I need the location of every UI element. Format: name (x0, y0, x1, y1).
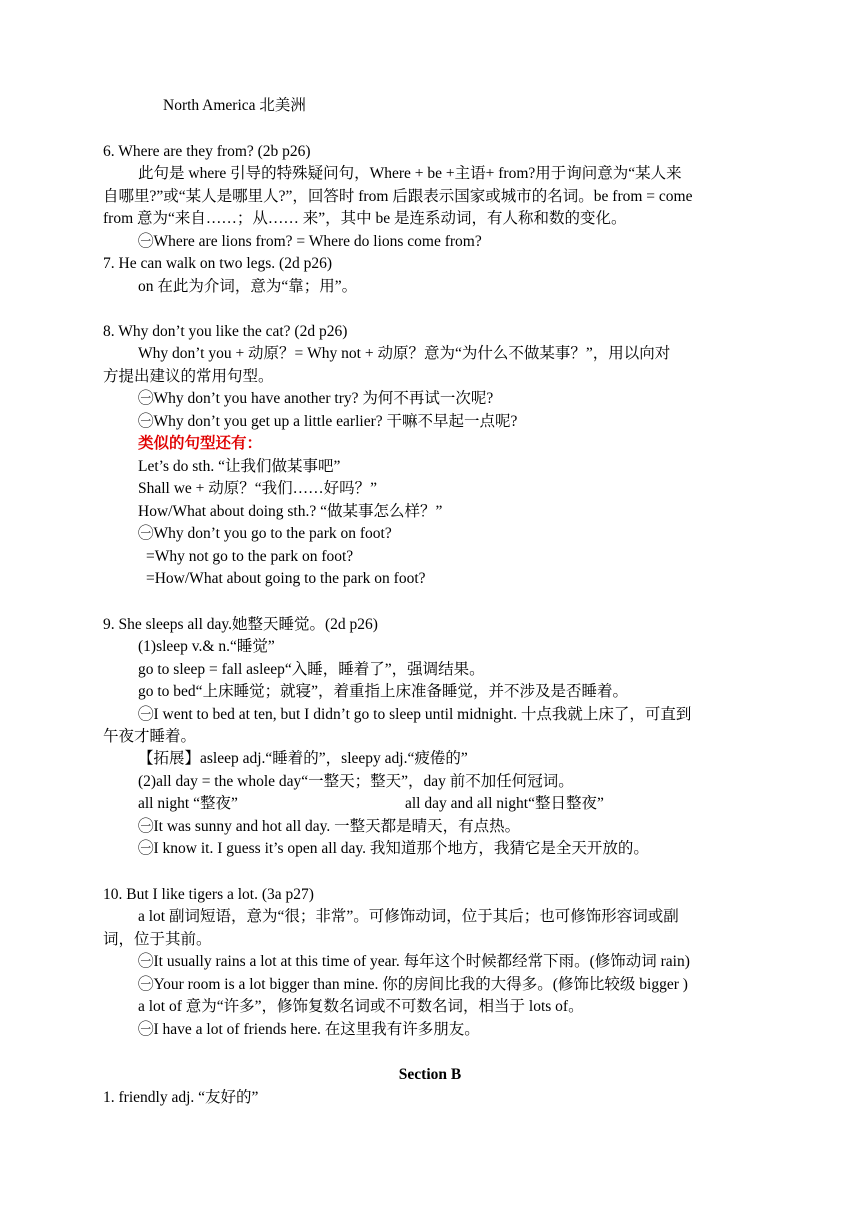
item-heading: 8. Why don’t you like the cat? (2d p26) (103, 323, 348, 340)
section-title: Section B (398, 1066, 462, 1083)
text-line: 此句是 where 引导的特殊疑问句，Where + be +主语+ from?用于询问意为“某人来 (138, 165, 682, 182)
text-line: a lot of 意为“许多”，修饰复数名词或不可数名词，相当于 lots of。 (138, 998, 584, 1015)
text-line: =How/What about going to the park on foot? (146, 570, 426, 587)
example-line: ㊀I went to bed at ten, but I didn’t go to sleep until midnight. 十点我就上床了，可直到 (138, 706, 692, 723)
text-line: Why don’t you + 动原？= Why not + 动原？意为“为什么不做某事？”，用以向对 (138, 345, 671, 362)
highlight-heading: 类似的句型还有： (138, 435, 263, 452)
text-line: go to sleep = fall asleep“入睡，睡着了”，强调结果。 (138, 661, 485, 678)
example-line: ㊀Why don’t you go to the park on foot? (138, 525, 392, 542)
example-line: ㊀Why don’t you get up a little earlier? 干嘛不早起一点呢? (138, 413, 518, 430)
text-line: How/What about doing sth.? “做某事怎么样？” (138, 503, 443, 520)
item-heading: 9. She sleeps all day.她整天睡觉。(2d p26) (103, 616, 378, 633)
item-heading: 1. friendly adj. “友好的” (103, 1089, 259, 1106)
text-line: 方提出建议的常用句型。 (103, 368, 274, 385)
text-line: Let’s do sth. “让我们做某事吧” (138, 458, 341, 475)
text-line: on 在此为介词，意为“靠；用”。 (138, 278, 358, 295)
text-line: a lot 副词短语，意为“很；非常”。可修饰动词，位于其后；也可修饰形容词或副 (138, 908, 679, 925)
text-line: 词，位于其前。 (103, 931, 212, 948)
text-line: (2)all day = the whole day“一整天；整天”，day 前不加任何冠词。 (138, 773, 574, 790)
text-line: 自哪里?”或“某人是哪里人?”，回答时 from 后跟表示国家或城市的名词。be from = come (103, 188, 693, 205)
item-heading: 7. He can walk on two legs. (2d p26) (103, 255, 333, 272)
example-line: ㊀I have a lot of friends here. 在这里我有许多朋友。 (138, 1021, 480, 1038)
example-line: ㊀Where are lions from? = Where do lions come from? (138, 233, 482, 250)
item-heading: 10. But I like tigers a lot. (3a p27) (103, 886, 314, 903)
text-line: 午夜才睡着。 (103, 728, 197, 745)
text-line: all night “整夜” (138, 795, 238, 812)
text-line: (1)sleep v.& n.“睡觉” (138, 638, 275, 655)
text-line: North America 北美洲 (163, 97, 306, 114)
example-line: ㊀It usually rains a lot at this time of year. 每年这个时候都经常下雨。(修饰动词 rain) (138, 953, 690, 970)
example-line: ㊀It was sunny and hot all day. 一整天都是晴天，有点热。 (138, 818, 521, 835)
example-line: ㊀Your room is a lot bigger than mine. 你的房间比我的大得多。(修饰比较级 bigger ) (138, 976, 688, 993)
text-line: 【拓展】asleep adj.“睡着的”，sleepy adj.“疲倦的” (138, 750, 468, 767)
text-line: Shall we + 动原？“我们……好吗？” (138, 480, 378, 497)
text-line: from 意为“来自……；从…… 来”，其中 be 是连系动词，有人称和数的变化。 (103, 210, 627, 227)
example-line: ㊀I know it. I guess it’s open all day. 我知道那个地方，我猜它是全天开放的。 (138, 840, 649, 857)
text-line: all day and all night“整日整夜” (405, 795, 604, 812)
text-line: go to bed“上床睡觉；就寝”，着重指上床准备睡觉，并不涉及是否睡着。 (138, 683, 628, 700)
item-heading: 6. Where are they from? (2b p26) (103, 143, 311, 160)
example-line: ㊀Why don’t you have another try? 为何不再试一次呢? (138, 390, 494, 407)
text-line: =Why not go to the park on foot? (146, 548, 354, 565)
